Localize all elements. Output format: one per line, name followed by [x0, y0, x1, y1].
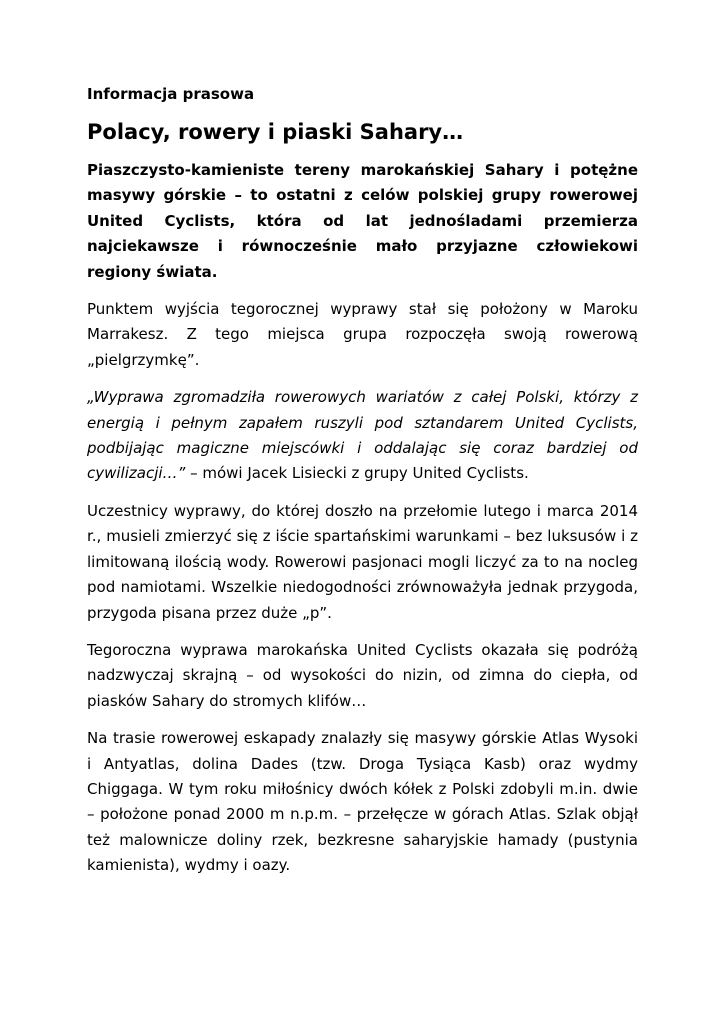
paragraph-start-point: Punktem wyjścia tegorocznej wyprawy stał się położony w Maroku Marrakesz. Z tego miejsca grupa rozpoczęła swoją rowerową „pielgrzymkę”.: [87, 300, 638, 369]
quote-paragraph: [87, 385, 638, 487]
quote-text: „Wyprawa zgromadziła rowerowych wariatów z całej Polski, którzy z energią i pełnym zapałem ruszyli pod sztandarem United Cyclists, podbijając magiczne miejscówki i oddalając się coraz bardziej od cywilizacji…”: [87, 388, 638, 483]
quote-attribution: – mówi Jacek Lisiecki z grupy United Cyclists.: [185, 464, 529, 483]
lead-paragraph: Piaszczysto-kamieniste tereny marokańskiej Sahary i potężne masywy górskie – to ostatni z celów polskiej grupy rowerowej United Cyclists, która od lat jednośladami przemierza najciekawsze i równocześnie mało przyjazne człowiekowi regiony świata.: [87, 161, 638, 281]
document-page: [87, 84, 638, 879]
document-label: Informacja prasowa: [87, 85, 255, 103]
paragraph-participants: Uczestnicy wyprawy, do której doszło na przełomie lutego i marca 2014 r., musieli zmierzyć się z iście spartańskimi warunkami – bez luksusów i z limitowaną ilością wody. Rowerowi pasjonaci mogli liczyć za to na nocleg pod namiotami. Wszelkie niedogodności zrównoważyła jednak przygoda, przygoda pisana przez duże „p”.: [87, 501, 638, 622]
paragraph-journey: Tegoroczna wyprawa marokańska United Cyclists okazała się podróżą nadzwyczaj skrajną – od wysokości do nizin, od zimna do ciepła, od piasków Sahary do stromych klifów…: [87, 640, 638, 710]
document-title: Polacy, rowery i piaski Sahary…: [87, 120, 464, 144]
paragraph-route: Na trasie rowerowej eskapady znalazły się masywy górskie Atlas Wysoki i Antyatlas, dolina Dades (tzw. Droga Tysiąca Kasb) oraz wydmy Chiggaga. W tym roku miłośnicy dwóch kółek z Polski zdobyli m.in. dwie – położone ponad 2000 m n.p.m. – przełęcze w górach Atlas. Szlak objął też malownicze doliny rzek, bezkresne saharyjskie hamady (pustynia kamienista), wydmy i oazy.: [87, 729, 638, 875]
